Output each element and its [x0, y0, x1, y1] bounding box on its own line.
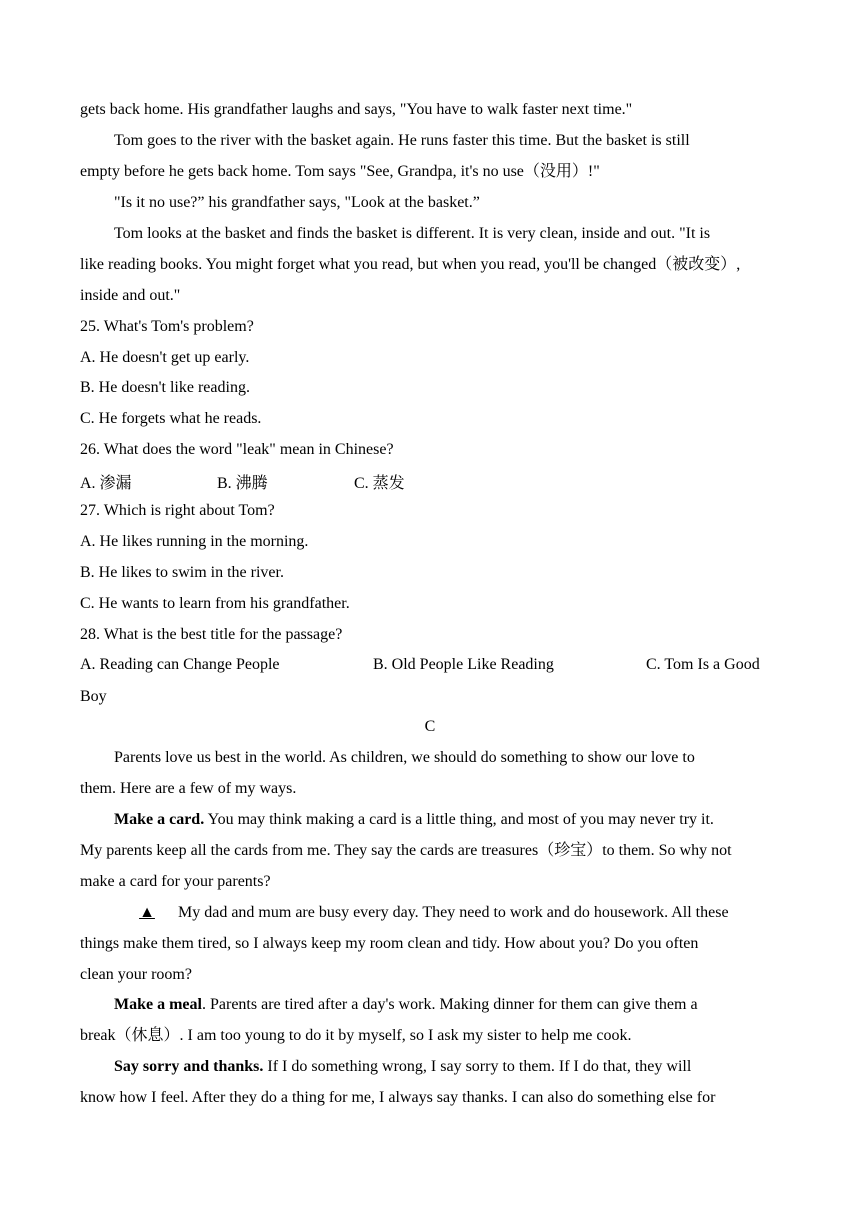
question-25-option-b: B. He doesn't like reading.: [80, 379, 250, 396]
passage-c-intro-line2: them. Here are a few of my ways.: [80, 780, 297, 797]
question-28-option-c-wrap: Boy: [80, 688, 107, 705]
say-sorry-heading: Say sorry and thanks.: [114, 1058, 264, 1075]
story-b-para2-line2: empty before he gets back home. Tom says "See, Grandpa, it's no use（没用）!": [80, 163, 600, 180]
question-26-option-c: C. 蒸发: [354, 475, 405, 492]
question-28-option-c: C. Tom Is a Good: [646, 656, 760, 673]
passage-c-blank-line1: [114, 903, 824, 923]
passage-c-meal-line1: [114, 995, 790, 1015]
question-26-option-a: A. 渗漏: [80, 475, 132, 492]
passage-c-card-line3: make a card for your parents?: [80, 873, 271, 890]
answer-blank: ▲: [139, 904, 155, 921]
question-27-option-c: C. He wants to learn from his grandfather.: [80, 595, 350, 612]
question-27-option-a: A. He likes running in the morning.: [80, 533, 309, 550]
make-card-heading: Make a card.: [114, 811, 205, 828]
story-b-para4-line3: inside and out.": [80, 287, 181, 304]
passage-c-sorry-line1: [114, 1057, 790, 1077]
passage-c-heading: C: [424, 718, 436, 735]
passage-c-blank-line2: things make them tired, so I always keep my room clean and tidy. How about you? Do you often: [80, 935, 699, 952]
question-28-option-a: A. Reading can Change People: [80, 656, 280, 673]
meal-text-line1: . Parents are tired after a day's work. Making dinner for them can give them a: [201, 996, 698, 1013]
question-26-stem: 26. What does the word "leak" mean in Chinese?: [80, 441, 394, 458]
passage-c-blank-line3: clean your room?: [80, 966, 192, 983]
passage-c-sorry-line2: know how I feel. After they do a thing for me, I always say thanks. I can also do something else for: [80, 1089, 716, 1106]
question-25-stem: 25. What's Tom's problem?: [80, 318, 254, 335]
question-27-stem: 27. Which is right about Tom?: [80, 502, 275, 519]
question-28-option-b: B. Old People Like Reading: [373, 656, 554, 673]
story-b-para4-line1: Tom looks at the basket and finds the basket is different. It is very clean, inside and out. "It is: [114, 225, 711, 242]
question-26-option-b: B. 沸腾: [217, 475, 268, 492]
story-b-para2-line1: Tom goes to the river with the basket again. He runs faster this time. But the basket is still: [114, 132, 690, 149]
passage-c-meal-line2: break（休息）. I am too young to do it by myself, so I ask my sister to help me cook.: [80, 1027, 632, 1044]
question-25-option-c: C. He forgets what he reads.: [80, 410, 262, 427]
make-meal-heading: Make a meal: [114, 996, 202, 1013]
story-b-para4-line2: like reading books. You might forget what you read, but when you read, you'll be changed（被改变）,: [80, 256, 741, 273]
passage-c-card-line1: [114, 810, 790, 830]
story-b-para3: "Is it no use?” his grandfather says, "Look at the basket.”: [114, 194, 480, 211]
question-28-stem: 28. What is the best title for the passage?: [80, 626, 343, 643]
question-25-option-a: A. He doesn't get up early.: [80, 349, 250, 366]
passage-c-intro-line1: Parents love us best in the world. As children, we should do something to show our love to: [114, 749, 695, 766]
question-27-option-b: B. He likes to swim in the river.: [80, 564, 284, 581]
card-text-line1: You may think making a card is a little thing, and most of you may never try it.: [204, 811, 714, 828]
story-b-para1-tail: gets back home. His grandfather laughs and says, "You have to walk faster next time.": [80, 101, 633, 118]
blank-text-line1: My dad and mum are busy every day. They need to work and do housework. All these: [178, 904, 729, 921]
passage-c-card-line2: My parents keep all the cards from me. They say the cards are treasures（珍宝）to them. So why not: [80, 842, 732, 859]
sorry-text-line1: If I do something wrong, I say sorry to them. If I do that, they will: [263, 1058, 692, 1075]
